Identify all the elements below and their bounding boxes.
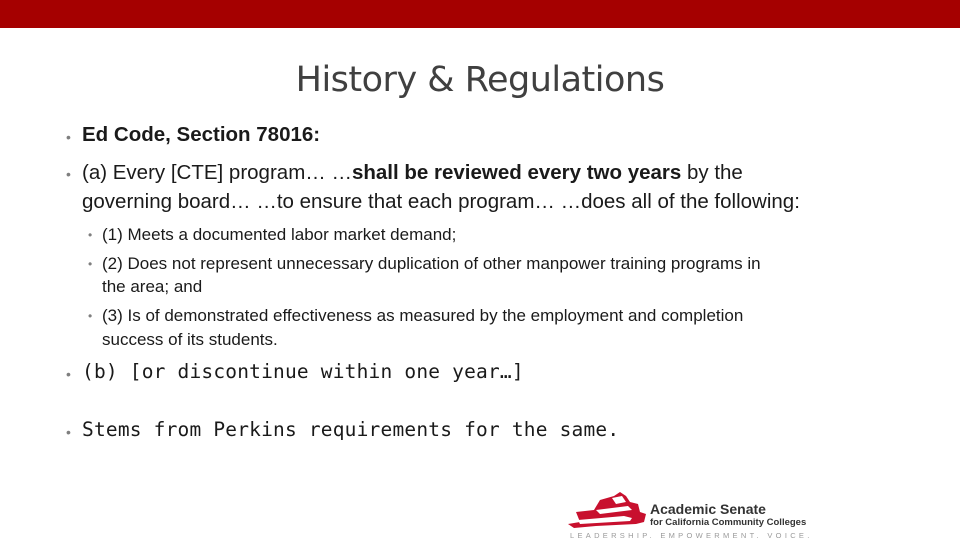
section-a-bold-text: shall be reviewed every two years: [351, 161, 682, 184]
bullet-marker: •: [66, 129, 71, 145]
bullet-marker: •: [88, 257, 93, 271]
logo-subtitle: for California Community Colleges: [650, 517, 807, 528]
bullet-marker: •: [66, 424, 71, 440]
sub-bullet-2: (2) Does not represent unnecessary duplication of other manpower training programs in: [102, 254, 761, 273]
sub-bullet-3-line-2: success of its students.: [102, 330, 278, 349]
section-a-text-end: by the: [681, 161, 743, 184]
bullet-marker: •: [66, 366, 71, 382]
bullet-marker: •: [88, 309, 93, 323]
bullet-perkins: Stems from Perkins requirements for the same.: [82, 418, 620, 441]
logo-tagline: LEADERSHIP. EMPOWERMENT. VOICE.: [570, 531, 813, 540]
bullet-marker: •: [66, 166, 71, 182]
sub-bullet-1: (1) Meets a documented labor market demand;: [102, 225, 457, 244]
section-a-line-2: governing board… …to ensure that each program… …does all of the following:: [82, 190, 800, 213]
section-a-text-start: (a) Every [CTE] program… …: [82, 161, 352, 184]
bullet-section-a: [82, 159, 743, 187]
logo-title: Academic Senate: [650, 501, 766, 517]
top-accent-bar: [0, 0, 960, 28]
bullet-marker: •: [88, 228, 93, 242]
sub-bullet-3: (3) Is of demonstrated effectiveness as measured by the employment and completion: [102, 306, 744, 325]
sub-bullet-2-line-2: the area; and: [102, 277, 203, 296]
bullet-ed-code: Ed Code, Section 78016:: [82, 123, 321, 146]
slide-title: History & Regulations: [295, 60, 665, 100]
bullet-section-b: (b) [or discontinue within one year…]: [82, 360, 524, 383]
academic-senate-logo-icon: [566, 490, 656, 530]
